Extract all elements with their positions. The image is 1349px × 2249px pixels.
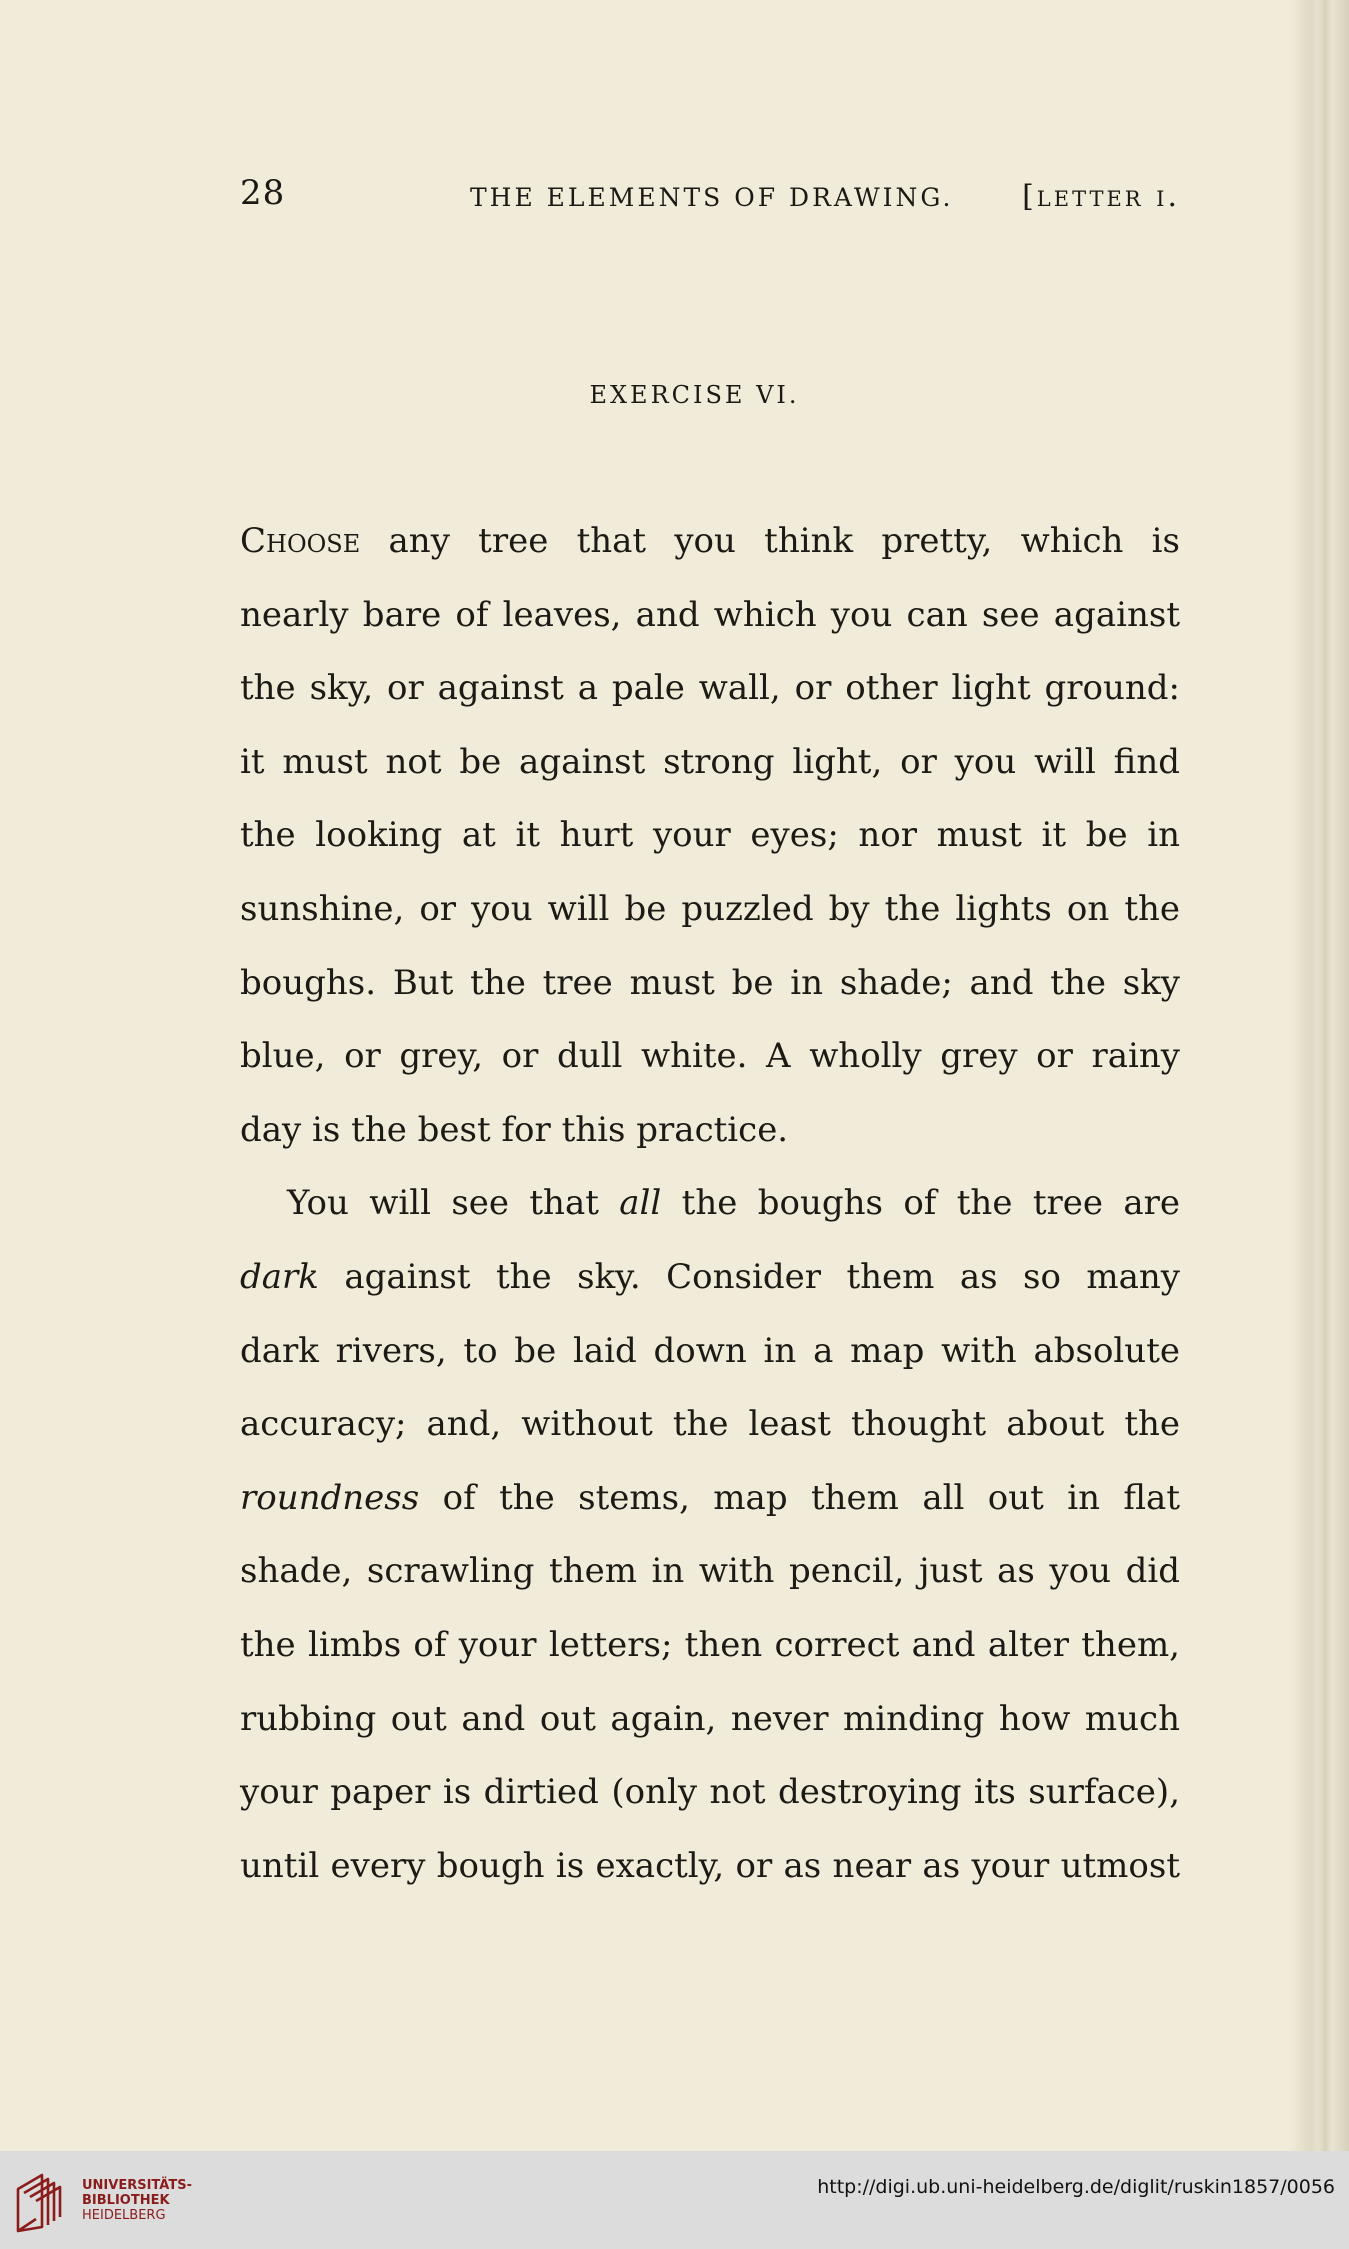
library-logo-icon[interactable] <box>14 2169 76 2235</box>
text-line: boughs. But the tree must be in shade; and the sky <box>240 962 1180 1003</box>
text-line: until every bough is exactly, or as near as your utmost <box>240 1845 1180 1886</box>
line-text: of the stems, map them all out in flat <box>419 1477 1180 1518</box>
text-line <box>240 1462 1180 1536</box>
library-name <box>82 2178 192 2223</box>
text-line <box>240 1167 1180 1241</box>
drop-word: Choose <box>240 521 361 561</box>
emphasis: dark <box>240 1256 319 1297</box>
source-url[interactable]: http://digi.ub.uni-heidelberg.de/diglit/ruskin1857/0056 <box>817 2176 1335 2198</box>
text-line: it must not be against strong light, or you will find <box>240 741 1180 782</box>
text-line: nearly bare of leaves, and which you can see against <box>240 594 1180 635</box>
page-edge-shadow <box>1318 0 1332 2151</box>
running-head-title: THE ELEMENTS OF DRAWING. <box>470 183 954 212</box>
text-line: blue, or grey, or dull white. A wholly grey or rainy <box>240 1036 1180 1077</box>
line-text: You will see that <box>287 1183 620 1224</box>
library-name-line: UNIVERSITÄTS- <box>82 2178 192 2193</box>
text-line: the sky, or against a pale wall, or other light ground: <box>240 668 1180 709</box>
text-line: the limbs of your letters; then correct and alter them, <box>240 1624 1180 1665</box>
text-line <box>240 505 1180 579</box>
emphasis: all <box>619 1183 662 1224</box>
text-line: day is the best for this practice. <box>240 1109 789 1150</box>
text-line: dark rivers, to be laid down in a map with absolute <box>240 1330 1180 1371</box>
running-head-letter: [letter i. <box>1022 179 1180 214</box>
footer-bar <box>0 2151 1349 2249</box>
text-line: rubbing out and out again, never minding how much <box>240 1698 1180 1739</box>
body-text <box>240 505 1180 1903</box>
line-text: against the sky. Consider them as so many <box>318 1256 1180 1297</box>
emphasis: roundness <box>240 1477 420 1518</box>
page-number: 28 <box>240 173 286 213</box>
text-line: your paper is dirtied (only not destroying its surface), <box>240 1772 1180 1813</box>
library-name-line: HEIDELBERG <box>82 2208 166 2223</box>
text-line: sunshine, or you will be puzzled by the lights on the <box>240 888 1180 929</box>
text-line: accuracy; and, without the least thought about the <box>240 1404 1180 1445</box>
exercise-heading: EXERCISE VI. <box>589 381 800 409</box>
text-line <box>240 1241 1180 1315</box>
library-name-line: BIBLIOTHEK <box>82 2193 170 2208</box>
text-line: the looking at it hurt your eyes; nor must it be in <box>240 815 1180 856</box>
line-text: any tree that you think pretty, which is <box>360 521 1180 561</box>
line-text: the boughs of the tree are <box>661 1183 1180 1224</box>
running-head <box>240 173 1180 223</box>
text-line: shade, scrawling them in with pencil, just as you did <box>240 1551 1180 1592</box>
